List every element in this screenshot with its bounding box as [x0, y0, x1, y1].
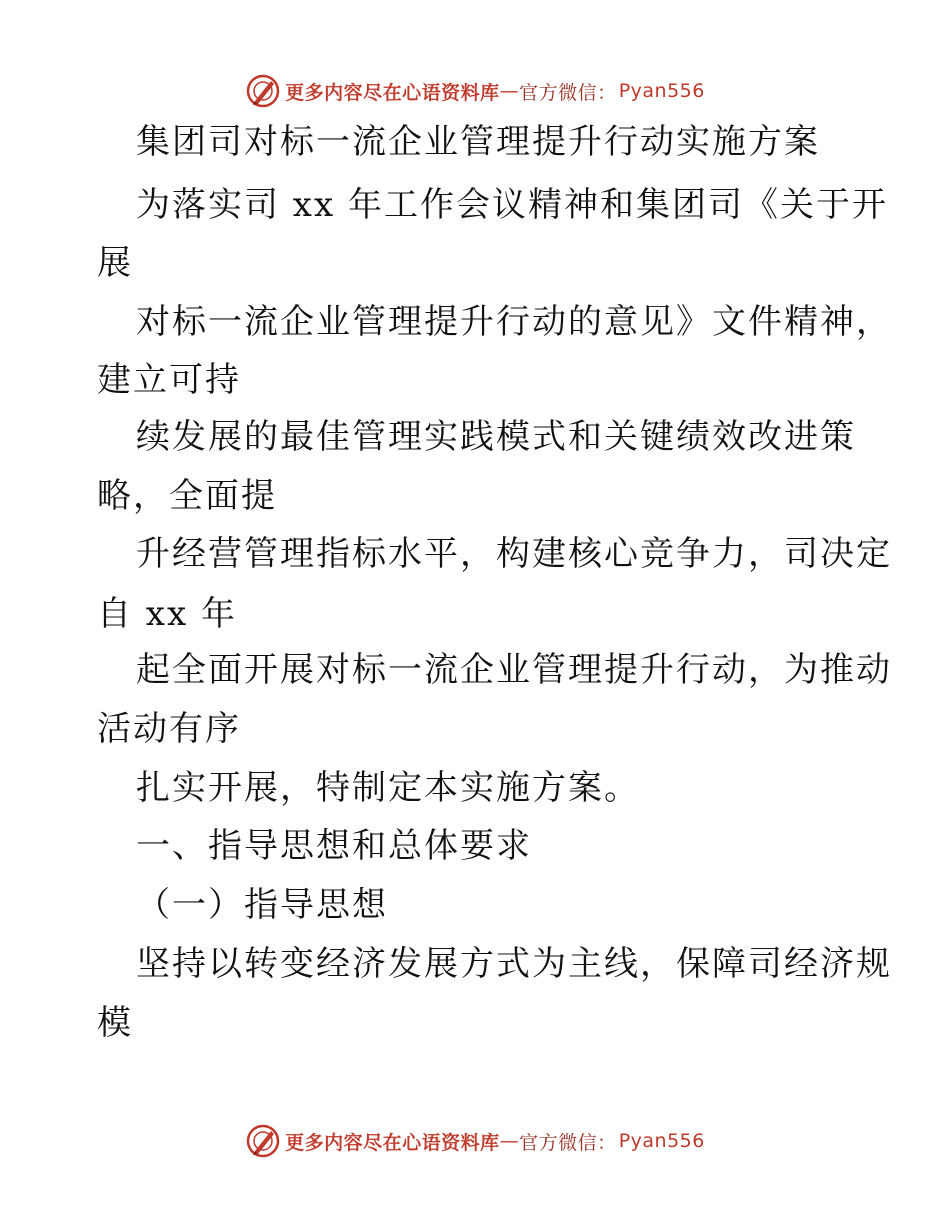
paragraph-line: 升经营管理指标水平，构建核心竞争力，司决定 [136, 534, 892, 574]
pen-logo-icon [245, 73, 281, 109]
paragraph-line: 扎实开展，特制定本实施方案。 [136, 768, 640, 808]
footer-watermark-banner [0, 1121, 950, 1161]
paragraph-line: 自 xx 年 [97, 594, 237, 634]
paragraph-line: 略，全面提 [97, 476, 277, 516]
pen-logo-icon [245, 1123, 281, 1159]
document-title: 集团司对标一流企业管理提升行动实施方案 [136, 122, 820, 162]
paragraph-line: 活动有序 [97, 709, 241, 749]
paragraph-line: 坚持以转变经济发展方式为主线，保障司经济规 [136, 944, 892, 984]
banner-sub-text: 官方微信： [519, 81, 617, 104]
banner-sub-text: 官方微信： [519, 1131, 617, 1154]
banner-main-text: 更多内容尽在心语资料库 [285, 1131, 500, 1154]
paragraph-line: 模 [97, 1003, 133, 1043]
banner-main-text: 更多内容尽在心语资料库 [285, 81, 500, 104]
banner-wechat-id: Pyan556 [618, 80, 705, 102]
header-watermark-banner [0, 71, 950, 111]
paragraph-line: 展 [97, 243, 133, 283]
banner-dash: — [499, 1130, 520, 1152]
section-heading: 一、指导思想和总体要求 [136, 826, 532, 866]
banner-wechat-id: Pyan556 [618, 1130, 705, 1152]
paragraph-line: 对标一流企业管理提升行动的意见》文件精神， [136, 302, 892, 342]
paragraph-line: 为落实司 xx 年工作会议精神和集团司《关于开 [136, 185, 888, 225]
paragraph-line: 续发展的最佳管理实践模式和关键绩效改进策 [136, 417, 856, 457]
banner-dash: — [499, 80, 520, 102]
subsection-heading: （一）指导思想 [136, 885, 388, 925]
paragraph-line: 起全面开展对标一流企业管理提升行动，为推动 [136, 650, 892, 690]
paragraph-line: 建立可持 [97, 360, 241, 400]
